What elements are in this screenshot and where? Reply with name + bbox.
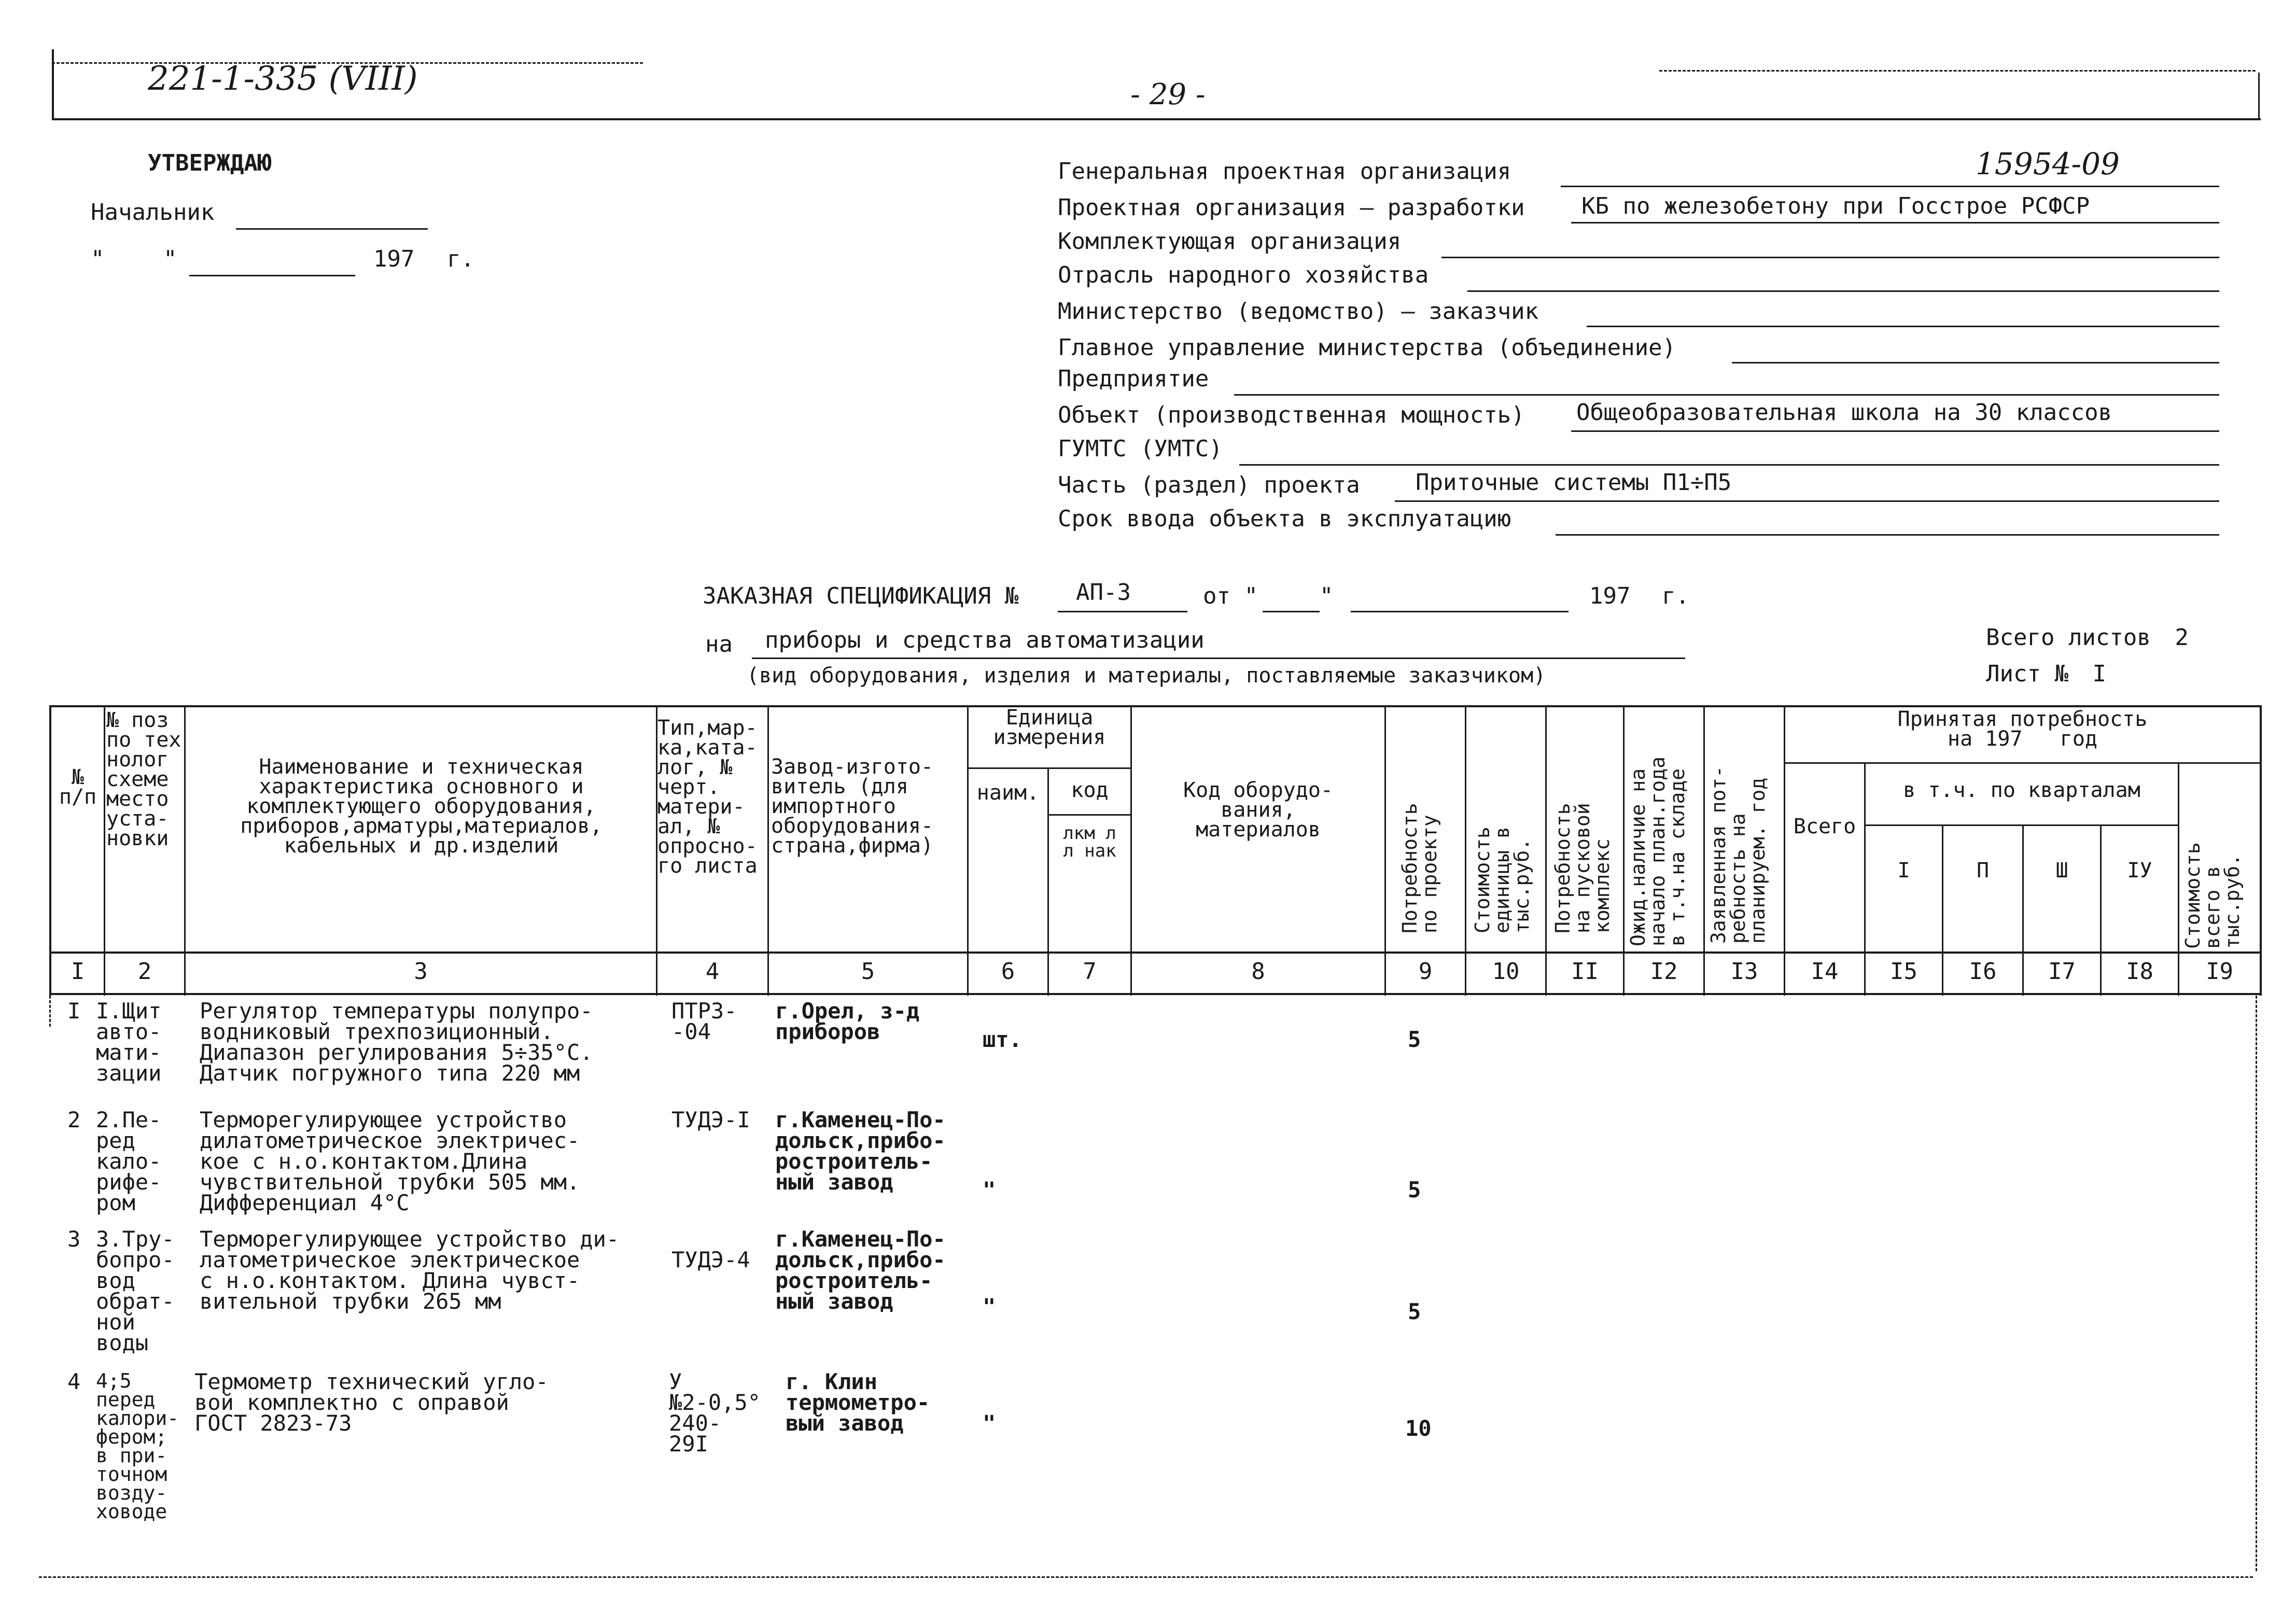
approval-chief-line (236, 228, 428, 230)
col-num-7: 7 (1083, 958, 1097, 985)
table-numbers-bottom (49, 993, 2261, 995)
approval-year-value: 197 (373, 246, 415, 272)
col-num-5: 5 (861, 958, 875, 985)
approval-chief-label: Начальник (91, 199, 215, 226)
col-sep-11 (1623, 705, 1625, 996)
total-sheets-value: 2 (2175, 624, 2189, 651)
table-left-dash (49, 996, 51, 1027)
field-commission-line (1556, 534, 2219, 536)
col-num-8: 8 (1251, 958, 1265, 985)
col-num-6: 6 (1001, 958, 1015, 985)
hdr-name: Наименование и техническая характеристика основного и комплектующего оборудования, приборов,арматуры,материалов, кабельных и др.изделий (240, 755, 603, 858)
col-num-19: I9 (2206, 958, 2233, 985)
hdr-unit-code-sub: лкм л л нак (1063, 823, 1116, 861)
spec-from-quote: " (1320, 583, 1334, 609)
col-num-12: I2 (1650, 958, 1678, 985)
hdr-quarters-group: в т.ч. по кварталам (1903, 778, 2140, 802)
hdr-unit-cost: Стоимость единицы в тыс.руб. (1471, 827, 1533, 933)
hdr-row-number: № п/п (59, 765, 97, 809)
col-num-3: 3 (414, 958, 428, 985)
col-num-14: I4 (1811, 958, 1839, 985)
top-dash-right (1659, 70, 2256, 72)
approval-quote2: " (163, 246, 177, 272)
hdr-total-cost: Стоимость всего в тыс.руб. (2181, 842, 2244, 949)
row1-qty: 5 (1408, 1027, 1421, 1052)
approval-year (373, 246, 474, 272)
hdr-need-project: Потребность по проекту (1398, 803, 1441, 933)
spec-date-line (1351, 611, 1569, 612)
right-margin-line (2258, 73, 2260, 119)
col-num-18: I8 (2126, 958, 2153, 985)
field-object-line (1571, 430, 2219, 432)
row4-unit: " (983, 1410, 996, 1436)
approval-year-suffix: г. (446, 246, 474, 272)
row1-name: Регулятор температуры полупро- водниковый трехпозиционный. Диапазон регулирования 5÷35°C. Датчик погружного типа 220 мм (200, 998, 593, 1086)
spec-subject-line (752, 657, 1685, 659)
col-num-10: 10 (1492, 958, 1520, 985)
field-design-org-value: КБ по железобетону при Госстрое РСФСР (1581, 193, 2090, 219)
field-design-org-label: Проектная организация – разработки (1058, 194, 1525, 221)
row2-unit: " (983, 1177, 996, 1202)
row1-maker: г.Орел, з-д приборов (775, 998, 920, 1044)
table-right-dash (2256, 996, 2257, 1571)
col-sep-13 (1784, 705, 1785, 996)
spec-number: АП-3 (1076, 579, 1131, 606)
table-header-bottom (49, 952, 2261, 954)
row2-name: Терморегулирующее устройство дилатометрическое электричес- кое с н.о.контактом.Длина чувствительной трубки 505 мм. Дифференциал 4°C (200, 1107, 580, 1215)
hdr-declared-need: Заявленная пот- ребность на планируем. год (1707, 765, 1769, 944)
field-gumts-line (1239, 464, 2219, 466)
col-sep-12 (1703, 705, 1705, 996)
hdr-type: Тип,мар- ка,ката- лог, № черт. матери- ал, № опросно- го листа (657, 716, 758, 878)
hdr-unit-group: Единица измерения (993, 706, 1106, 749)
field-general-org-label: Генеральная проектная организация (1058, 158, 1511, 185)
col-num-9: 9 (1418, 958, 1433, 985)
row4-qty: 10 (1405, 1416, 1432, 1441)
unit-group-line (967, 767, 1130, 769)
hdr-unit-code: код (1071, 778, 1109, 802)
spec-subject: приборы и средства автоматизации (765, 627, 1205, 653)
row4-position: 4;5 перед калори- фером; в при- точном возду- ховоде (96, 1369, 179, 1523)
field-ministry-line (1587, 326, 2219, 327)
col-num-15: I5 (1890, 958, 1917, 985)
col-num-11: II (1571, 958, 1599, 985)
field-enterprise-line (1234, 394, 2219, 396)
spec-subject-caption: (вид оборудования, изделия и материалы, поставляемые заказчиком) (747, 664, 1546, 688)
hdr-maker: Завод-изгото- витель (для импортного оборудования- страна,фирма) (771, 755, 934, 858)
spec-from-line (1263, 611, 1320, 612)
sheet-number (1986, 661, 2106, 687)
table-left-border (49, 705, 51, 996)
field-general-org-line (1561, 186, 2219, 187)
field-design-org-line (1571, 222, 2219, 223)
field-object-label: Объект (производственная мощность) (1058, 402, 1525, 428)
col-sep-9 (1465, 705, 1466, 996)
col-num-2: 2 (137, 958, 152, 985)
hdr-need-launch: Потребность на пусковой комплекс (1551, 803, 1614, 933)
table-bottom-dash (39, 1576, 2253, 1578)
code-split-line (1047, 814, 1130, 816)
col-sep-8 (1384, 705, 1386, 996)
spec-on-label: на (705, 631, 733, 657)
col-num-4: 4 (705, 958, 720, 985)
col-sep-10 (1545, 705, 1547, 996)
spec-year: 197 (1589, 583, 1631, 609)
total-sheets (1986, 625, 2189, 651)
hdr-q1: I (1897, 859, 1910, 883)
row3-qty: 5 (1408, 1299, 1421, 1324)
field-complect-org-label: Комплектующая организация (1058, 228, 1402, 255)
col-num-16: I6 (1969, 958, 1997, 985)
col-sep-5 (967, 705, 969, 996)
field-object-value: Общеобразовательная школа на 30 классов (1576, 399, 2112, 426)
field-enterprise-label: Предприятие (1058, 366, 1209, 392)
row3-position: 3.Тру- бопро- вод обрат- ной воды (96, 1226, 175, 1355)
field-industry-line (1467, 290, 2219, 292)
field-complect-org-line (1441, 257, 2219, 258)
approval-quote1: " (91, 246, 105, 272)
page-number: - 29 - (1130, 78, 1206, 111)
row4-maker: г. Клин термометро- вый завод (786, 1369, 930, 1436)
accepted-group-line (1784, 762, 2261, 764)
row3-number: 3 (67, 1226, 81, 1252)
spec-title (703, 583, 1018, 609)
spec-number-line (1058, 611, 1187, 612)
row1-position: I.Щит авто- мати- зации (96, 998, 162, 1086)
field-main-dept-label: Главное управление министерства (объединение) (1058, 334, 1676, 361)
top-rule (52, 118, 2261, 120)
row4-name: Термометр технический угло- вой комплектно с оправой ГОСТ 2823-73 (194, 1369, 549, 1436)
row3-maker: г.Каменец-По- дольск,прибо- ростроитель- ный завод (775, 1226, 946, 1314)
sheet-number-value: I (2092, 661, 2106, 687)
field-gumts-label: ГУМТС (УМТС) (1058, 436, 1223, 462)
field-commission-label: Срок ввода объекта в эксплуатацию (1058, 506, 1511, 532)
spec-from-label: от " (1203, 583, 1258, 609)
hdr-total: Всего (1793, 815, 1856, 838)
row4-number: 4 (67, 1369, 81, 1394)
sheet-number-label: Лист № (1986, 661, 2068, 687)
field-part-value: Приточные системы П1÷П5 (1416, 469, 1732, 496)
spec-year-suffix: г. (1662, 583, 1689, 609)
row3-name: Терморегулирующее устройство ди- латометрическое электрическое с н.о.контактом. Длина чувст- вительной трубки 265 мм (200, 1226, 620, 1314)
row3-type: ТУДЭ-4 (671, 1247, 750, 1272)
quarters-group-line (1864, 824, 2178, 826)
row2-qty: 5 (1408, 1177, 1421, 1202)
col-sep-1 (104, 705, 105, 996)
field-general-org-value: 15954-09 (1976, 146, 2120, 181)
hdr-q3: Ш (2055, 859, 2068, 883)
hdr-position: № поз по тех нолог схеме место уста- новки (106, 708, 181, 850)
hdr-accepted-group: Принятая потребность на 197 год (1897, 707, 2148, 751)
field-ministry-label: Министерство (ведомство) – заказчик (1058, 298, 1539, 325)
col-sep-7 (1130, 705, 1132, 996)
total-sheets-label: Всего листов (1986, 624, 2151, 651)
col-num-1: I (71, 958, 85, 985)
row1-unit: шт. (983, 1027, 1022, 1052)
hdr-q2: П (1976, 859, 1990, 883)
hdr-q4: IУ (2127, 859, 2152, 883)
hdr-equipment-code: Код оборудо- вания, материалов (1183, 778, 1333, 842)
field-part-line (1395, 500, 2219, 502)
approval-date-line (189, 275, 355, 276)
row2-position: 2.Пе- ред кало- рифе- ром (96, 1107, 162, 1215)
row2-number: 2 (67, 1107, 81, 1132)
hdr-expected-stock: Ожид.наличие на начало план.года в т.ч.на складе (1627, 756, 1689, 946)
col-num-17: I7 (2048, 958, 2076, 985)
row4-type: У №2-0,5° 240- 29I (669, 1369, 761, 1457)
table-right-border (2260, 705, 2262, 996)
col-sep-2 (184, 705, 186, 996)
doc-number: 221-1-335 (VIII) (148, 60, 418, 98)
row1-type: ПТРЗ- -04 (671, 998, 737, 1044)
row1-number: I (67, 998, 81, 1024)
left-margin-line (52, 49, 54, 119)
row2-maker: г.Каменец-По- дольск,прибо- ростроитель- ный завод (775, 1107, 946, 1195)
row3-unit: " (983, 1294, 996, 1319)
field-part-label: Часть (раздел) проекта (1058, 472, 1360, 498)
row2-type: ТУДЭ-I (671, 1107, 750, 1132)
field-main-dept-line (1732, 362, 2219, 363)
col-num-13: I3 (1730, 958, 1758, 985)
field-industry-label: Отрасль народного хозяйства (1058, 262, 1429, 288)
hdr-unit-name: наим. (976, 781, 1040, 805)
col-sep-4 (767, 705, 769, 996)
approval-title: УТВЕРЖДАЮ (148, 150, 272, 176)
spec-title-prefix: ЗАКАЗНАЯ СПЕЦИФИКАЦИЯ № (703, 583, 1019, 609)
